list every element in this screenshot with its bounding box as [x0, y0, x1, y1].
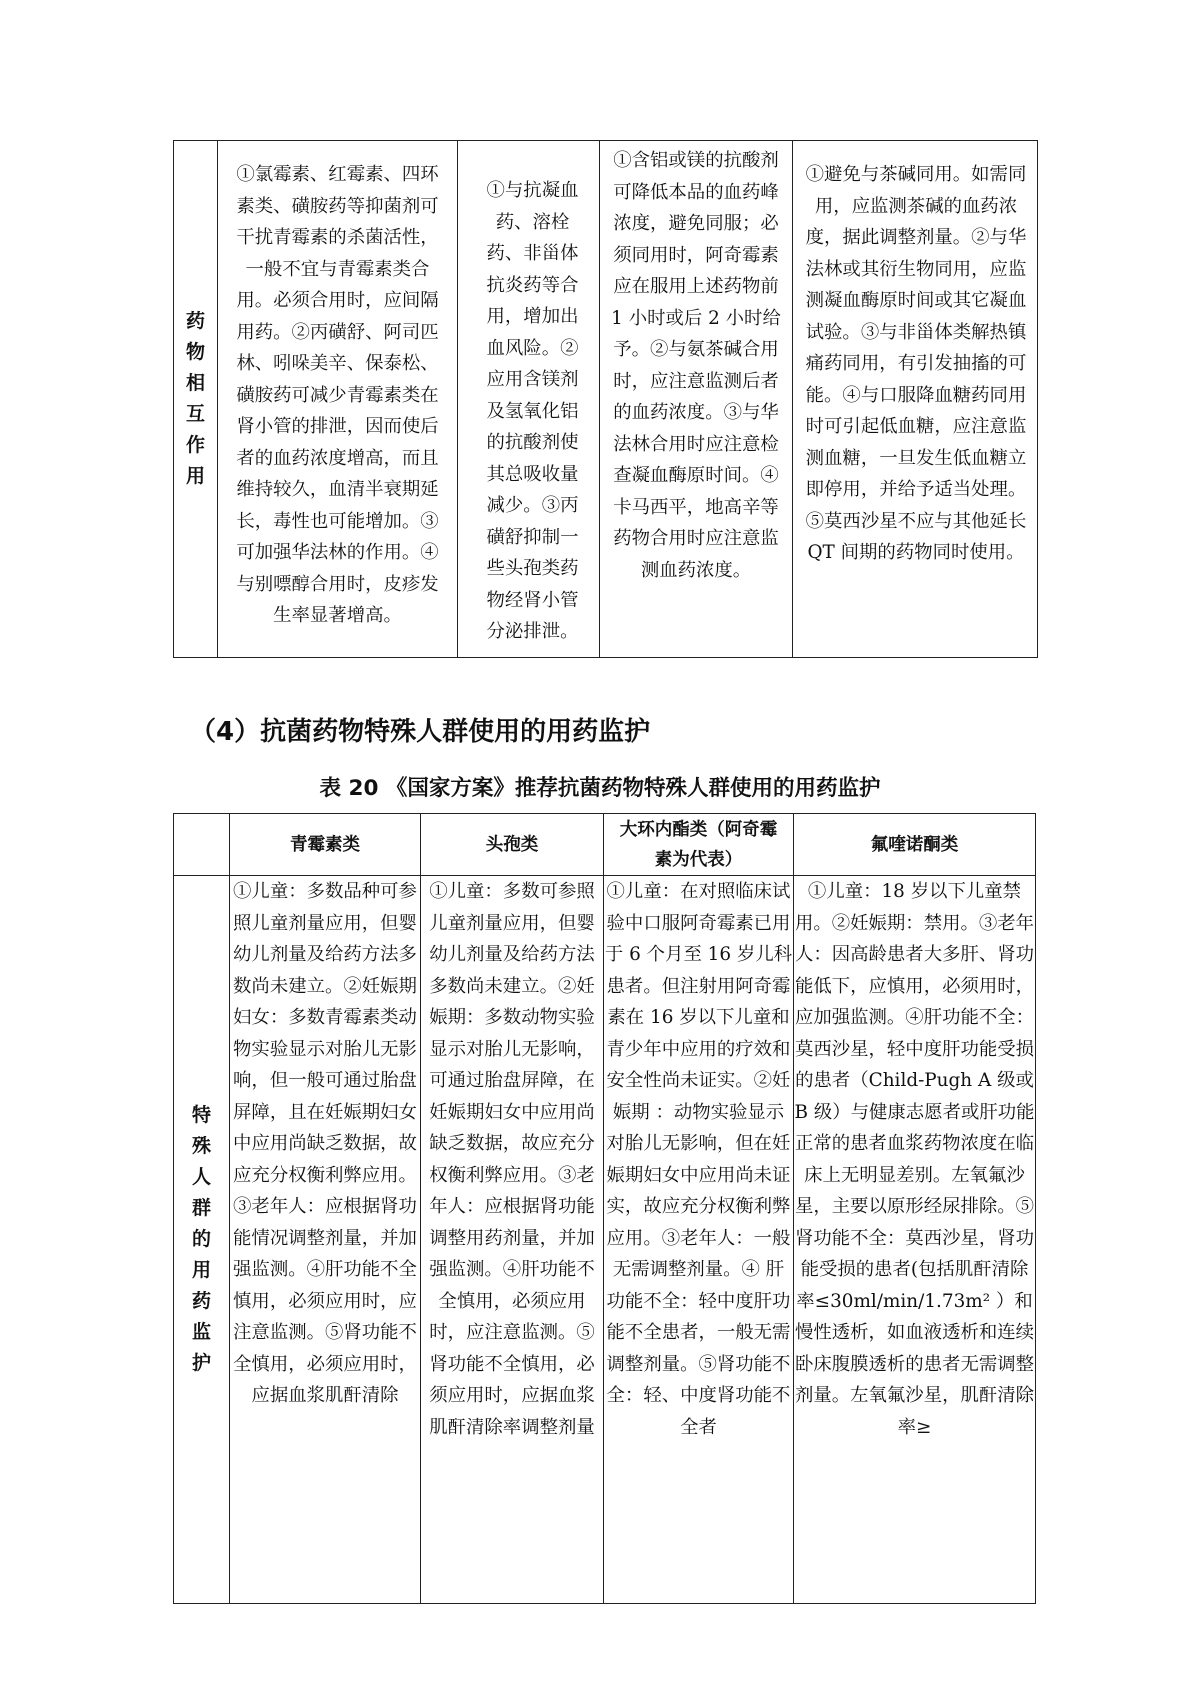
- macrolide-interaction-cell: ①含铝或镁的抗酸剂可降低本品的血药峰浓度，避免同服；必须同用时，阿奇霉素应在服用上述药物前 1 小时或后 2 小时给予。②与氨茶碱合用时，应注意监测后者的血药浓度。③与华法林合用时应注意检查凝血酶原时间。④卡马西平，地高辛等药物合用时应注意监测血药浓度。: [600, 141, 793, 658]
- table-caption: 表 20 《国家方案》推荐抗菌药物特殊人群使用的用药监护: [319, 776, 881, 801]
- penicillin-interaction-cell: ①氯霉素、红霉素、四环素类、磺胺药等抑菌剂可干扰青霉素的杀菌活性，一般不宜与青霉素类合用。必须合用时，应间隔用药。②丙磺舒、阿司匹林、吲哚美辛、保泰松、磺胺药可减少青霉素类在肾小管的排泄，因而使后者的血药浓度增高，而且维持较久，血清半衰期延长，毒性也可能增加。③可加强华法林的作用。④与别嘌醇合用时，皮疹发生率显著增高。: [218, 141, 458, 658]
- section-title: （4）抗菌药物特殊人群使用的用药监护: [190, 717, 651, 747]
- fluoroquinolone-interaction-cell: ①避免与茶碱同用。如需同用，应监测茶碱的血药浓度，据此调整剂量。②与华法林或其衍生物同用，应监测凝血酶原时间或其它凝血试验。③与非甾体类解热镇痛药同用，有引发抽搐的可能。④与口服降血糖药同用时可引起低血糖，应注意监测血糖，一旦发生低血糖立即停用，并给予适当处理。⑤莫西沙星不应与其他延长 QT 间期的药物同时使用。: [793, 141, 1038, 658]
- row-label-cell: [174, 141, 218, 658]
- penicillin-population-cell: ①儿童：多数品种可参照儿童剂量应用，但婴幼儿剂量及给药方法多数尚未建立。②妊娠期妇女：多数青霉素类动物实验显示对胎儿无影响，但一般可通过胎盘屏障，且在妊娠期妇女中应用尚缺乏数据，故应充分权衡利弊应用。③老年人：应根据肾功能情况调整剂量，并加强监测。④肝功能不全慎用，必须应用时，应注意监测。⑤肾功能不全慎用，必须应用时，应据血浆肌酐清除: [230, 876, 421, 1604]
- table-header-row: [174, 814, 1036, 876]
- table-row: [174, 141, 1038, 658]
- macrolide-population-cell: ①儿童：在对照临床试验中口服阿奇霉素已用于 6 个月至 16 岁儿科患者。但注射用阿奇霉素在 16 岁以下儿童和青少年中应用的疗效和安全性尚未证实。②妊娠期 ：动物实验显示对胎儿无影响，但在妊娠期妇女中应用尚未证实，故应充分权衡利弊应用。③老年人：一般无需调整剂量。④ 肝功能不全：轻中度肝功能不全患者，一般无需调整剂量。⑤肾功能不全：轻、中度肾功能不全者: [604, 876, 794, 1604]
- row-label: 特殊人群的用药监护: [191, 1104, 211, 1374]
- header-macrolide: 大环内酯类（阿奇霉素为代表）: [604, 814, 794, 876]
- cephalosporin-interaction-cell: ①与抗凝血药、溶栓药、非甾体抗炎药等合用，增加出血风险。②应用含镁剂及氢氧化铝的抗酸剂使其总吸收量减少。③丙磺舒抑制一些头孢类药物经肾小管分泌排泄。: [458, 141, 600, 658]
- fluoroquinolone-population-cell: ①儿童：18 岁以下儿童禁用。②妊娠期：禁用。③老年人：因高龄患者大多肝、肾功能低下，应慎用，必须用时，应加强监测。④肝功能不全：莫西沙星，轻中度肝功能受损的患者（Child-Pugh A 级或 B 级）与健康志愿者或肝功能正常的患者血浆药物浓度在临床上无明显差别。左氧氟沙星，主要以原形经尿排除。⑤肾功能不全：莫西沙星，肾功能受损的患者(包括肌酐清除率≤30ml/min/1.73m² ）和慢性透析，如血液透析和连续卧床腹膜透析的患者无需调整剂量。左氧氟沙星，肌酐清除率≥: [794, 876, 1036, 1604]
- drug-interaction-table: [173, 140, 1038, 658]
- row-label-cell: [174, 876, 230, 1604]
- special-population-table: [173, 813, 1036, 1604]
- cephalosporin-population-cell: ①儿童：多数可参照儿童剂量应用，但婴幼儿剂量及给药方法多数尚未建立。②妊娠期：多数动物实验显示对胎儿无影响，可通过胎盘屏障，在妊娠期妇女中应用尚缺乏数据，故应充分权衡利弊应用。③老年人：应根据肾功能调整用药剂量，并加强监测。④肝功能不全慎用，必须应用时，应注意监测。⑤肾功能不全慎用，必须应用时，应据血浆肌酐清除率调整剂量: [421, 876, 604, 1604]
- header-empty: [174, 814, 230, 876]
- row-label: 药物相互作用: [185, 310, 205, 487]
- header-cephalosporin: 头孢类: [421, 814, 604, 876]
- table-row: [174, 876, 1036, 1604]
- header-fluoroquinolone: 氟喹诺酮类: [794, 814, 1036, 876]
- header-penicillin: 青霉素类: [230, 814, 421, 876]
